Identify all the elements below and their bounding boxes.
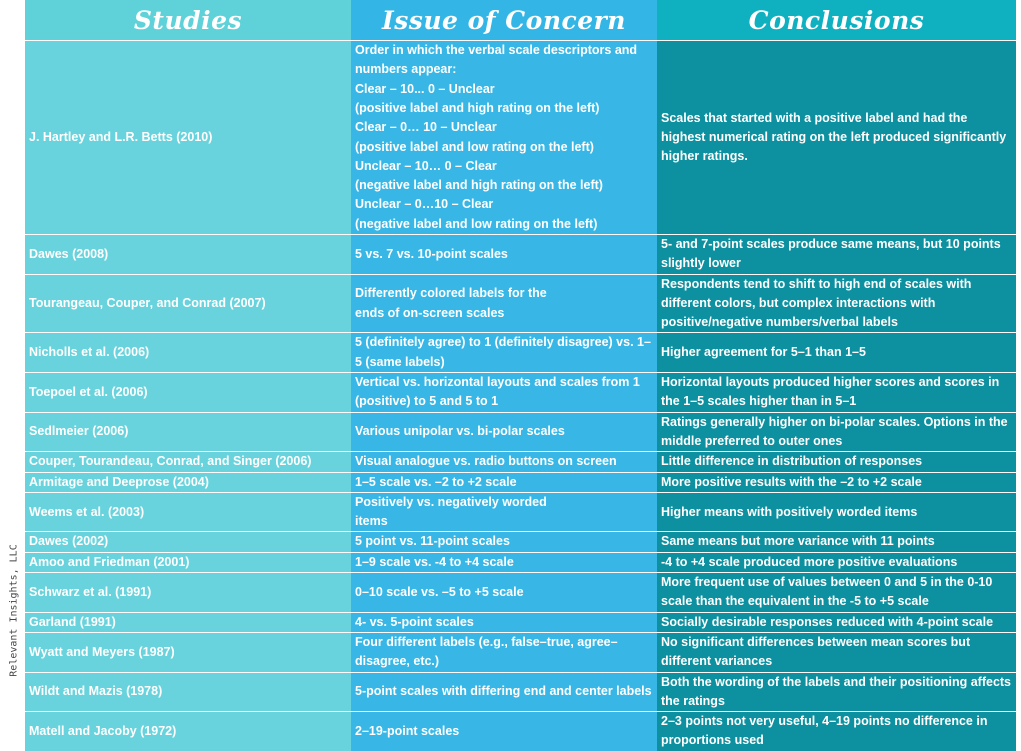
study-cell: Amoo and Friedman (2001): [25, 552, 351, 572]
issue-cell: Positively vs. negatively worded items: [351, 492, 657, 532]
study-cell: Wyatt and Meyers (1987): [25, 632, 351, 672]
study-cell: Wildt and Mazis (1978): [25, 672, 351, 712]
study-cell: Couper, Tourandeau, Conrad, and Singer (2006): [25, 452, 351, 472]
table-row: [25, 412, 1016, 452]
issue-cell: 5 (definitely agree) to 1 (definitely disagree) vs. 1–5 (same labels): [351, 333, 657, 373]
conclusion-cell: Both the wording of the labels and their positioning affects the ratings: [657, 672, 1016, 712]
conclusion-cell: Scales that started with a positive label and had the highest numerical rating on the left produced significantly higher ratings.: [657, 41, 1016, 235]
conclusion-cell: Higher agreement for 5–1 than 1–5: [657, 333, 1016, 373]
issue-cell: Differently colored labels for the ends of on-screen scales: [351, 274, 657, 333]
issue-cell: 5-point scales with differing end and center labels: [351, 672, 657, 712]
conclusion-cell: 5- and 7-point scales produce same means, but 10 points slightly lower: [657, 235, 1016, 275]
conclusion-cell: 2–3 points not very useful, 4–19 points no difference in proportions used: [657, 712, 1016, 751]
table-row: [25, 612, 1016, 632]
conclusion-cell: Higher means with positively worded items: [657, 492, 1016, 532]
study-cell: Toepoel et al. (2006): [25, 373, 351, 413]
issue-cell: 2–19-point scales: [351, 712, 657, 751]
table-row: [25, 552, 1016, 572]
conclusion-cell: More positive results with the –2 to +2 scale: [657, 472, 1016, 492]
issue-cell: 0–10 scale vs. –5 to +5 scale: [351, 573, 657, 613]
conclusion-cell: More frequent use of values between 0 and 5 in the 0-10 scale than the equivalent in the -5 to +5 scale: [657, 573, 1016, 613]
study-cell: Matell and Jacoby (1972): [25, 712, 351, 751]
issue-cell: Vertical vs. horizontal layouts and scales from 1 (positive) to 5 and 5 to 1: [351, 373, 657, 413]
study-cell: Garland (1991): [25, 612, 351, 632]
issue-header: Issue of Concern: [351, 0, 657, 41]
issue-cell: Various unipolar vs. bi-polar scales: [351, 412, 657, 452]
table-row: [25, 235, 1016, 275]
conclusions-header: Conclusions: [657, 0, 1016, 41]
table-row: [25, 472, 1016, 492]
study-cell: Sedlmeier (2006): [25, 412, 351, 452]
conclusion-cell: Respondents tend to shift to high end of scales with different colors, but complex interactions with positive/negative numbers/verbal labels: [657, 274, 1016, 333]
conclusion-cell: Same means but more variance with 11 points: [657, 532, 1016, 552]
table-row: [25, 452, 1016, 472]
issue-cell: Visual analogue vs. radio buttons on screen: [351, 452, 657, 472]
table-body: [25, 41, 1016, 751]
table-row: [25, 672, 1016, 712]
table-row: [25, 573, 1016, 613]
study-cell: Schwarz et al. (1991): [25, 573, 351, 613]
table-row: [25, 532, 1016, 552]
issue-cell: 5 vs. 7 vs. 10-point scales: [351, 235, 657, 275]
study-cell: Tourangeau, Couper, and Conrad (2007): [25, 274, 351, 333]
study-cell: J. Hartley and L.R. Betts (2010): [25, 41, 351, 235]
credit-text: Relevant Insights, LLC: [8, 543, 20, 677]
header-row: [25, 0, 1016, 41]
conclusion-cell: Horizontal layouts produced higher scores and scores in the 1–5 scales higher than in 5–1: [657, 373, 1016, 413]
issue-cell: 4- vs. 5-point scales: [351, 612, 657, 632]
study-cell: Dawes (2008): [25, 235, 351, 275]
table-row: [25, 492, 1016, 532]
study-cell: Dawes (2002): [25, 532, 351, 552]
conclusion-cell: No significant differences between mean scores but different variances: [657, 632, 1016, 672]
issue-cell: 5 point vs. 11-point scales: [351, 532, 657, 552]
study-cell: Nicholls et al. (2006): [25, 333, 351, 373]
issue-cell: 1–9 scale vs. -4 to +4 scale: [351, 552, 657, 572]
table-row: [25, 41, 1016, 235]
conclusion-cell: -4 to +4 scale produced more positive evaluations: [657, 552, 1016, 572]
issue-cell: Four different labels (e.g., false–true, agree–disagree, etc.): [351, 632, 657, 672]
table-row: [25, 373, 1016, 413]
conclusion-cell: Little difference in distribution of responses: [657, 452, 1016, 472]
study-cell: Armitage and Deeprose (2004): [25, 472, 351, 492]
side-credit: [3, 500, 25, 720]
conclusion-cell: Ratings generally higher on bi-polar scales. Options in the middle preferred to outer ones: [657, 412, 1016, 452]
table-row: [25, 712, 1016, 751]
table-row: [25, 333, 1016, 373]
table-row: [25, 632, 1016, 672]
table-row: [25, 274, 1016, 333]
issue-cell: Order in which the verbal scale descriptors and numbers appear: Clear – 10... 0 – Unclear (positive label and high rating on the left) Clear – 0… 10 – Unclear (positive label and low rating on the left) Unclear – 10… 0 – Clear (negative label and high rating on the left) Unclear – 0…10 – Clear (negative label and low rating on the left): [351, 41, 657, 235]
studies-table: [25, 0, 1016, 751]
conclusion-cell: Socially desirable responses reduced with 4-point scale: [657, 612, 1016, 632]
studies-header: Studies: [25, 0, 351, 41]
issue-cell: 1–5 scale vs. –2 to +2 scale: [351, 472, 657, 492]
study-cell: Weems et al. (2003): [25, 492, 351, 532]
